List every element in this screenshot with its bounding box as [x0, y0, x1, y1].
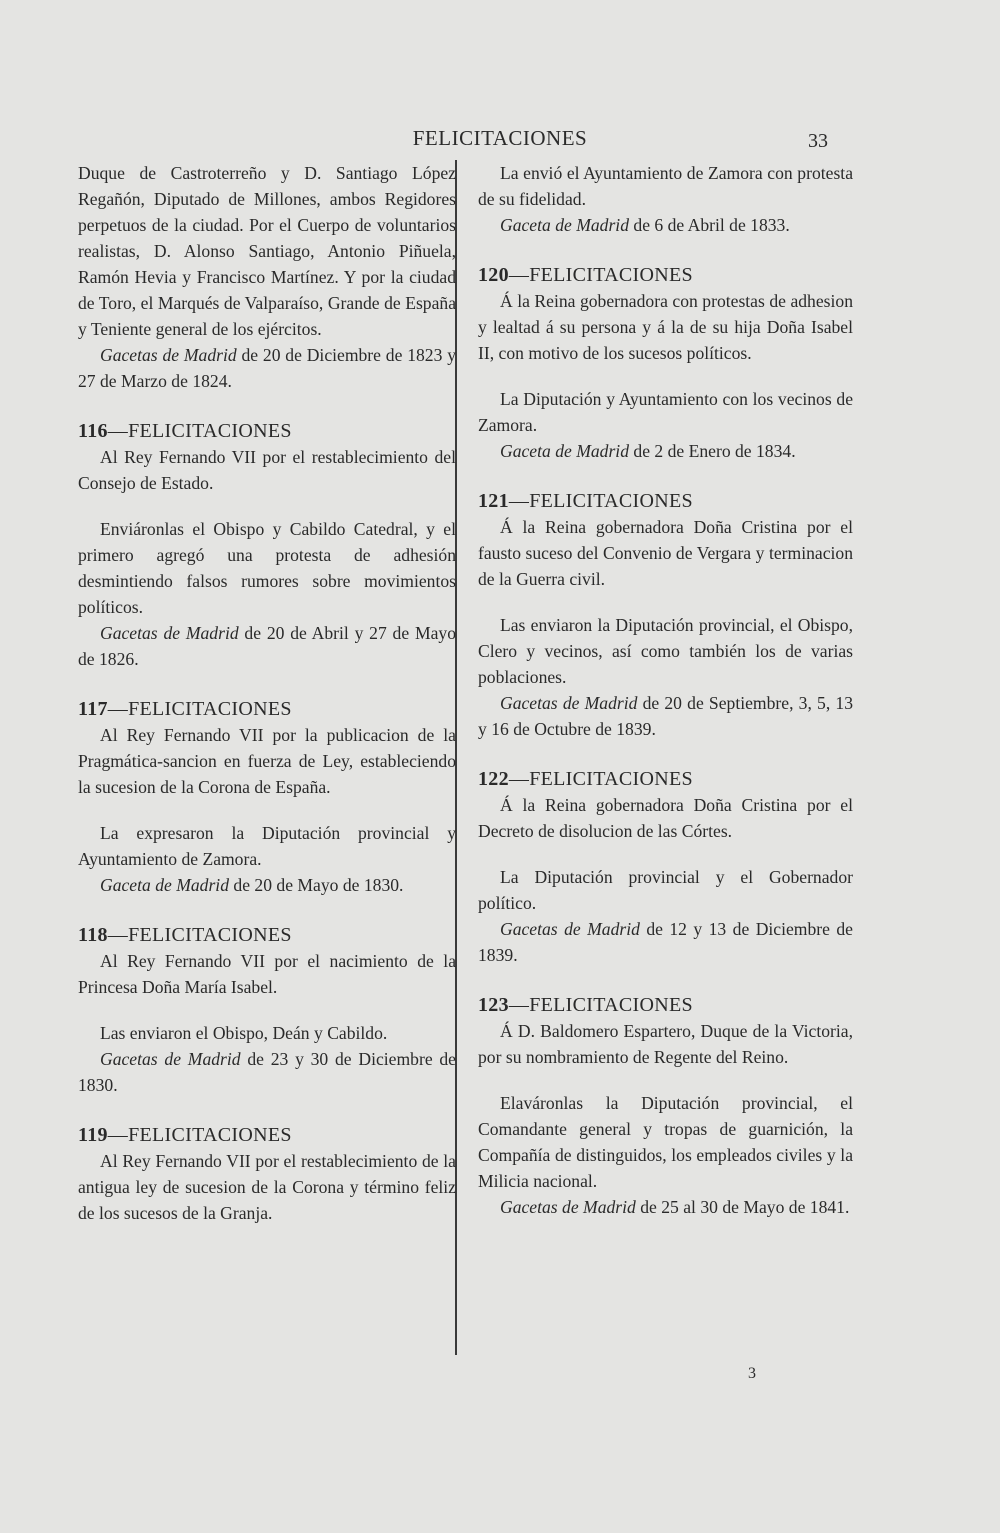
entry-117-heading [78, 696, 456, 722]
entry-title: —FELICITACIONES [107, 420, 292, 442]
entry-122-citation [478, 916, 853, 968]
entry-number: 122 [478, 768, 509, 790]
entry-117-citation [78, 872, 456, 898]
citation-source: Gacetas de Madrid [100, 1049, 241, 1069]
entry-title: —FELICITACIONES [107, 698, 292, 720]
entry-118-body: Las enviaron el Obispo, Deán y Cabildo. [100, 1023, 388, 1043]
entry-116-subject: Al Rey Fernando VII por el restablecimiento del Consejo de Estado. [78, 447, 456, 493]
citation-source: Gacetas de Madrid [100, 345, 237, 365]
entry-number: 116 [78, 420, 108, 442]
citation-source: Gacetas de Madrid [500, 693, 638, 713]
entry-121-citation [478, 690, 853, 742]
entry-number: 119 [78, 1124, 108, 1146]
entry-120-subject: Á la Reina gobernadora con protestas de adhesion y lealtad á su persona y á la de su hija Doña Isabel II, con motivo de los sucesos políticos. [478, 291, 853, 363]
citation-source: Gaceta de Madrid [100, 875, 229, 895]
running-title: FELICITACIONES [412, 126, 588, 150]
citation-date: de 23 y 30 de Diciembre de 1830. [78, 1049, 456, 1095]
citation-date: de 20 de Septiembre, 3, 5, 13 y 16 de Octubre de 1839. [478, 693, 853, 739]
entry-number: 121 [478, 490, 509, 512]
citation-source: Gacetas de Madrid [500, 919, 640, 939]
entry-number: 120 [478, 264, 509, 286]
entry-116-citation [78, 620, 456, 672]
entry-116-heading [78, 418, 456, 444]
entry-title: —FELICITACIONES [508, 994, 693, 1016]
citation-date: de 6 de Abril de 1833. [629, 215, 790, 235]
entry-122-subject: Á la Reina gobernadora Doña Cristina por el Decreto de disolucion de las Córtes. [478, 795, 853, 841]
right-intro-paragraph: La envió el Ayuntamiento de Zamora con protesta de su fidelidad. [478, 163, 853, 209]
entry-122-body: La Diputación provincial y el Gobernador político. [478, 867, 853, 913]
entry-119-heading [78, 1122, 456, 1148]
entry-title: —FELICITACIONES [107, 924, 292, 946]
entry-121-subject: Á la Reina gobernadora Doña Cristina por el fausto suceso del Convenio de Vergara y terminacion de la Guerra civil. [478, 517, 853, 589]
right-intro-citation [478, 212, 853, 238]
left-column [78, 160, 456, 1226]
citation-date: de 20 de Mayo de 1830. [229, 875, 404, 895]
citation-date: de 25 al 30 de Mayo de 1841. [635, 1197, 850, 1217]
citation-source: Gaceta de Madrid [500, 215, 629, 235]
entry-number: 123 [478, 994, 509, 1016]
citation-date: de 20 de Abril y 27 de Mayo de 1826. [78, 623, 457, 669]
signature-mark: 3 [748, 1365, 756, 1382]
entry-118-citation [78, 1046, 456, 1098]
entry-title: —FELICITACIONES [508, 264, 693, 286]
entry-118-subject: Al Rey Fernando VII por el nacimiento de la Princesa Doña María Isabel. [78, 951, 456, 997]
entry-120-heading [478, 262, 853, 288]
entry-116-body: Enviáronlas el Obispo y Cabildo Catedral, y el primero agregó una protesta de adhesión desmintiendo falsos rumores sobre movimientos políticos. [78, 519, 456, 617]
left-intro-paragraph: Duque de Castroterreño y D. Santiago López Regañón, Diputado de Millones, ambos Regidores perpetuos de la ciudad. Por el Cuerpo de voluntarios realistas, D. Alonso Santiago, Antonio Piñuela, Ramón Hevia y Francisco Martínez. Y por la ciudad de Toro, el Marqués de Valparaíso, Grande de España y Teniente general de los ejércitos. [78, 163, 456, 339]
page-number: 33 [808, 130, 828, 152]
citation-source: Gaceta de Madrid [500, 441, 629, 461]
entry-121-body: Las enviaron la Diputación provincial, el Obispo, Clero y vecinos, así como también los de varias poblaciones. [478, 615, 853, 687]
entry-119-subject: Al Rey Fernando VII por el restablecimiento de la antigua ley de sucesion de la Corona y término feliz de los sucesos de la Granja. [78, 1151, 456, 1223]
citation-date: de 2 de Enero de 1834. [629, 441, 796, 461]
citation-source: Gacetas de Madrid [100, 623, 239, 643]
left-intro-citation [78, 342, 456, 394]
entry-123-heading [478, 992, 853, 1018]
entry-title: —FELICITACIONES [508, 490, 693, 512]
right-column [478, 160, 853, 1220]
entry-120-body: La Diputación y Ayuntamiento con los vecinos de Zamora. [478, 389, 853, 435]
entry-122-heading [478, 766, 853, 792]
entry-123-body: Elaváronlas la Diputación provincial, el Comandante general y tropas de guarnición, la Compañía de distinguidos, los empleados civiles y la Milicia nacional. [478, 1093, 853, 1191]
entry-117-subject: Al Rey Fernando VII por la publicacion de la Pragmática-sancion en fuerza de Ley, estableciendo la sucesion de la Corona de España. [78, 725, 456, 797]
entry-120-citation [478, 438, 853, 464]
citation-date: de 12 y 13 de Diciembre de 1839. [478, 919, 853, 965]
entry-title: —FELICITACIONES [508, 768, 693, 790]
entry-123-subject: Á D. Baldomero Espartero, Duque de la Victoria, por su nombramiento de Regente del Reino. [478, 1021, 853, 1067]
citation-source: Gacetas de Madrid [500, 1197, 636, 1217]
entry-117-body: La expresaron la Diputación provincial y Ayuntamiento de Zamora. [78, 823, 456, 869]
entry-121-heading [478, 488, 853, 514]
entry-118-heading [78, 922, 456, 948]
entry-title: —FELICITACIONES [107, 1124, 292, 1146]
entry-number: 117 [78, 698, 108, 720]
entry-number: 118 [78, 924, 108, 946]
citation-date: de 20 de Diciembre de 1823 y 27 de Marzo de 1824. [78, 345, 456, 391]
entry-123-citation [478, 1194, 853, 1220]
